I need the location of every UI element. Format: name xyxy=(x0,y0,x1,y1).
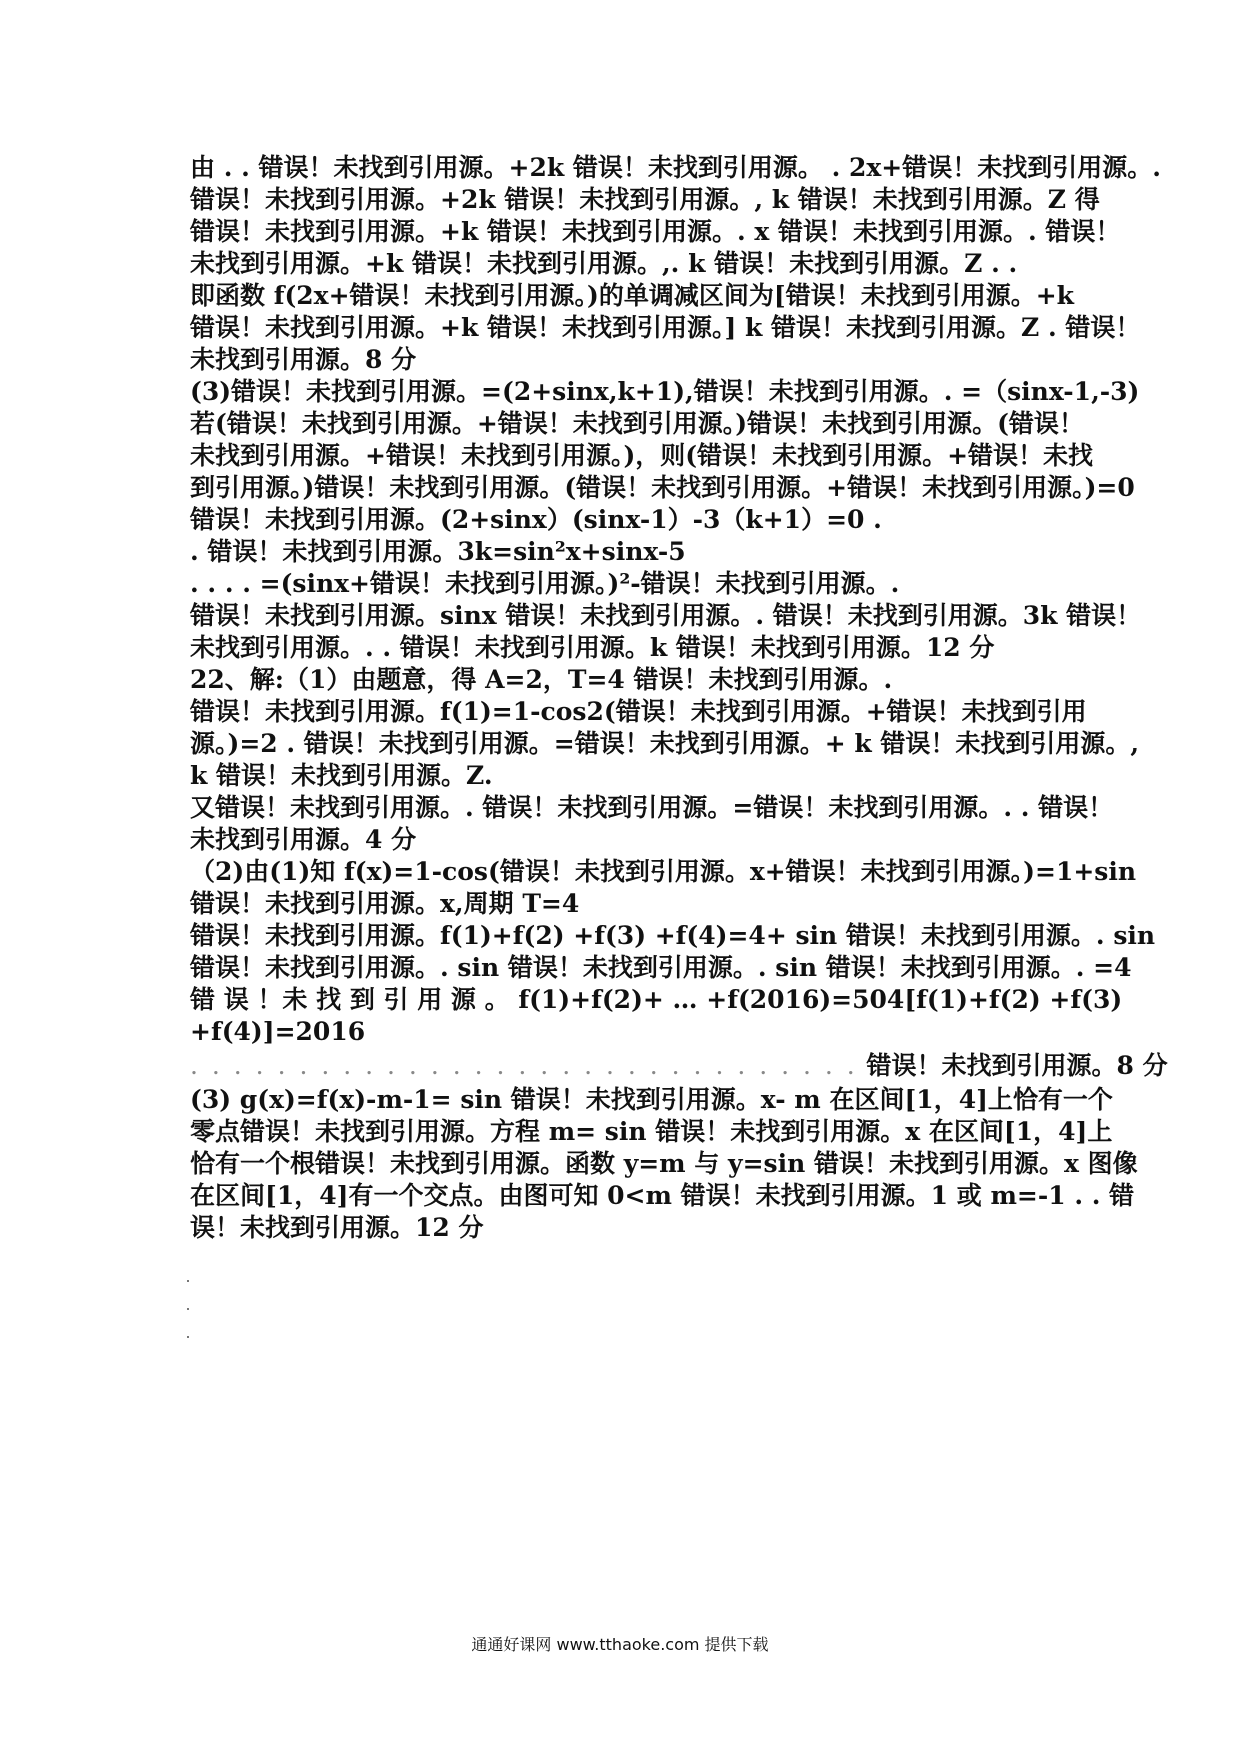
text-line: 错误！未找到引用源。(2+sinx）(sinx-1）-3（k+1）=0 . xyxy=(190,505,882,534)
text-line: 错误！未找到引用源。+k 错误！未找到引用源。] k 错误！未找到引用源。Z . 错误！ xyxy=(190,313,1141,342)
text-line: (3)错误！未找到引用源。=(2+sinx,k+1),错误！未找到引用源。. =（sinx-1,-3) xyxy=(190,377,1140,406)
text-line: . . . . =(sinx+错误！未找到引用源。)²-错误！未找到引用源。. xyxy=(190,569,900,598)
text-line: 由 . . 错误！未找到引用源。+2k 错误！未找到引用源。 . 2x+错误！未找到引用源。. xyxy=(190,153,1161,182)
text-line: 未找到引用源。. . 错误！未找到引用源。k 错误！未找到引用源。12 分 xyxy=(190,633,995,662)
text-line: 即函数 f(2x+错误！未找到引用源。)的单调减区间为[错误！未找到引用源。+k xyxy=(190,281,1074,310)
text-line: 误！未找到引用源。12 分 xyxy=(190,1213,484,1242)
document-body xyxy=(190,152,1168,1244)
text-line: 到引用源。)错误！未找到引用源。(错误！未找到引用源。+错误！未找到引用源。)=0 xyxy=(190,473,1135,502)
text-line: 错误！未找到引用源。sinx 错误！未找到引用源。. 错误！未找到引用源。3k 错误！ xyxy=(190,601,1142,630)
stray-dot xyxy=(187,1336,189,1338)
text-line: 错误！未找到引用源。x,周期 T=4 xyxy=(190,889,580,918)
text-line: (3) g(x)=f(x)-m-1= sin 错误！未找到引用源。x- m 在区间[1，4]上恰有一个 xyxy=(190,1085,1113,1114)
text-line: （2)由(1)知 f(x)=1-cos(错误！未找到引用源。x+错误！未找到引用源。)=1+sin xyxy=(190,857,1137,886)
text-line: 恰有一个根错误！未找到引用源。函数 y=m 与 y=sin 错误！未找到引用源。x 图像 xyxy=(190,1149,1138,1178)
text-line: 未找到引用源。+k 错误！未找到引用源。,. k 错误！未找到引用源。Z . . xyxy=(190,249,1018,278)
text-line: 在区间[1，4]有一个交点。由图可知 0<m 错误！未找到引用源。1 或 m=-1 . . 错 xyxy=(190,1181,1135,1210)
leader-dots: . . . . . . . . . . . . . . . . . . . . . . . . . . . . . . . xyxy=(190,1051,858,1080)
text-line: . 错误！未找到引用源。3k=sin²x+sinx-5 xyxy=(190,537,686,566)
score-text: 错误！未找到引用源。8 分 xyxy=(866,1051,1168,1080)
text-line: 未找到引用源。8 分 xyxy=(190,345,417,374)
text-line: 错误！未找到引用源。. sin 错误！未找到引用源。. sin 错误！未找到引用源。. =4 xyxy=(190,953,1132,982)
text-line: 错误！未找到引用源。+2k 错误！未找到引用源。, k 错误！未找到引用源。Z 得 xyxy=(190,185,1100,214)
text-line: 错误！未找到引用源。+k 错误！未找到引用源。. x 错误！未找到引用源。. 错误！ xyxy=(190,217,1121,246)
text-line: +f(4)]=2016 xyxy=(190,1017,366,1046)
text-line: k 错误！未找到引用源。Z. xyxy=(190,761,493,790)
footer-source: 通通好课网 www.tthaoke.com 提供下载 xyxy=(471,1635,769,1654)
text-line: 零点错误！未找到引用源。方程 m= sin 错误！未找到引用源。x 在区间[1，4]上 xyxy=(190,1117,1113,1146)
text-line: 错误！未找到引用源。f(1)+f(2) +f(3) +f(4)=4+ sin 错误！未找到引用源。. sin xyxy=(190,921,1156,950)
text-line: 错 误 ！未 找 到 引 用 源 。 f(1)+f(2)+ … +f(2016)=504[f(1)+f(2) +f(3) xyxy=(190,985,1123,1014)
text-line: 又错误！未找到引用源。. 错误！未找到引用源。=错误！未找到引用源。. . 错误！ xyxy=(190,793,1114,822)
text-line: 未找到引用源。+错误！未找到引用源。)，则(错误！未找到引用源。+错误！未找 xyxy=(190,441,1094,470)
text-line: 源。)=2 . 错误！未找到引用源。=错误！未找到引用源。+ k 错误！未找到引用源。, xyxy=(190,729,1140,758)
text-line: 错误！未找到引用源。f(1)=1-cos2(错误！未找到引用源。+错误！未找到引用 xyxy=(190,697,1087,726)
stray-dot xyxy=(187,1280,189,1282)
text-line: 若(错误！未找到引用源。+错误！未找到引用源。)错误！未找到引用源。(错误！ xyxy=(190,409,1084,438)
text-line: 未找到引用源。4 分 xyxy=(190,825,417,854)
stray-dot xyxy=(187,1308,189,1310)
score-line xyxy=(190,1048,1168,1084)
text-line: 22、解:（1）由题意，得 A=2，T=4 错误！未找到引用源。. xyxy=(190,665,893,694)
